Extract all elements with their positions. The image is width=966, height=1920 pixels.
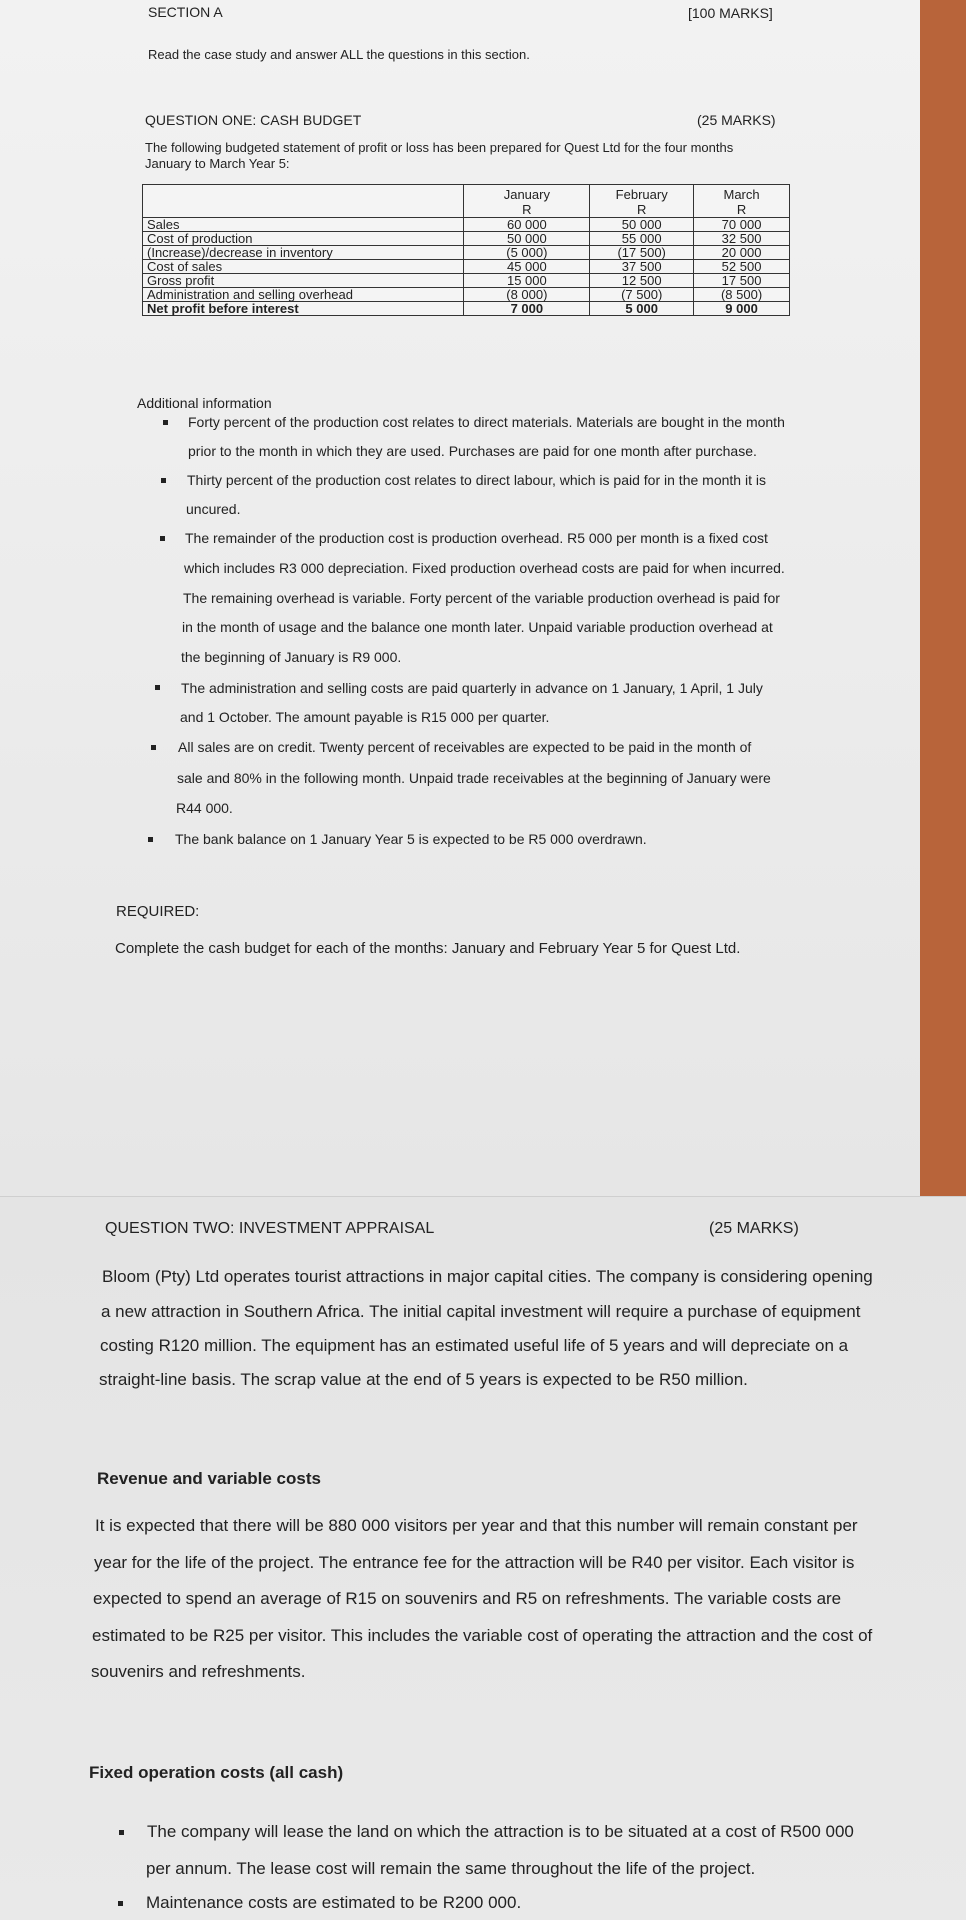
cell-value: 20 000 xyxy=(694,246,790,260)
bullet-icon xyxy=(163,420,168,425)
table-row xyxy=(143,246,790,260)
cell-value: 45 000 xyxy=(464,260,590,274)
required-text: Complete the cash budget for each of the months: January and February Year 5 for Quest Ltd. xyxy=(115,940,741,957)
q2-para1-line-1: Bloom (Pty) Ltd operates tourist attractions in major capital cities. The company is considering opening xyxy=(102,1267,873,1286)
cell-value: 60 000 xyxy=(464,218,590,232)
q2-marks: (25 MARKS) xyxy=(709,1220,799,1237)
profit-loss-table xyxy=(142,184,790,316)
table-row xyxy=(143,288,790,302)
bullet-icon xyxy=(148,837,153,842)
cell-value: 32 500 xyxy=(694,232,790,246)
table-row xyxy=(143,260,790,274)
bullet-1-line-2: prior to the month in which they are used. Purchases are paid for one month after purchase. xyxy=(188,443,757,459)
cell-value: 37 500 xyxy=(590,260,694,274)
q1-intro-line-1: The following budgeted statement of profit or loss has been prepared for Quest Ltd for the four months xyxy=(145,140,734,155)
table-row xyxy=(143,232,790,246)
bullet-icon xyxy=(118,1901,123,1906)
row-label: Cost of production xyxy=(143,232,464,246)
bullet-4-line-2: and 1 October. The amount payable is R15 000 per quarter. xyxy=(180,709,550,725)
cell-value: 7 000 xyxy=(464,302,590,316)
q2-para2-line-2: year for the life of the project. The entrance fee for the attraction will be R40 per visitor. Each visitor is xyxy=(94,1553,855,1572)
bullet-3-line-5: the beginning of January is R9 000. xyxy=(181,649,402,665)
fixed-costs-heading: Fixed operation costs (all cash) xyxy=(89,1763,344,1782)
row-label: (Increase)/decrease in inventory xyxy=(143,246,464,260)
additional-info-heading: Additional information xyxy=(137,395,272,411)
q2-para2-line-3: expected to spend an average of R15 on souvenirs and R5 on refreshments. The variable costs are xyxy=(93,1589,842,1608)
bullet-5-line-2: sale and 80% in the following month. Unpaid trade receivables at the beginning of January were xyxy=(177,770,771,786)
cell-value: 15 000 xyxy=(464,274,590,288)
bullet-6-line-1: The bank balance on 1 January Year 5 is expected to be R5 000 overdrawn. xyxy=(175,831,647,847)
row-label: Net profit before interest xyxy=(143,302,464,316)
cell-value: 50 000 xyxy=(464,232,590,246)
q1-intro-line-2: January to March Year 5: xyxy=(145,156,290,171)
bullet-5-line-3: R44 000. xyxy=(176,800,233,816)
bullet-icon xyxy=(155,685,160,690)
q2-para2-line-1: It is expected that there will be 880 000 visitors per year and that this number will remain constant per xyxy=(95,1516,858,1535)
cell-value: 50 000 xyxy=(590,218,694,232)
bullet-icon xyxy=(160,536,165,541)
cell-value: 9 000 xyxy=(694,302,790,316)
bullet-3-line-4: in the month of usage and the balance one month later. Unpaid variable production overhead at xyxy=(182,619,773,635)
row-label: Administration and selling overhead xyxy=(143,288,464,302)
q2-title: QUESTION TWO: INVESTMENT APPRAISAL xyxy=(105,1220,435,1237)
cell-value: (5 000) xyxy=(464,246,590,260)
cell-value: 17 500 xyxy=(694,274,790,288)
table-header-row xyxy=(143,185,790,218)
table-header-month: January R xyxy=(464,185,590,218)
bullet-icon xyxy=(119,1830,124,1835)
bullet-2-line-1: Thirty percent of the production cost relates to direct labour, which is paid for in the month it is xyxy=(187,472,766,488)
bullet-3-line-2: which includes R3 000 depreciation. Fixed production overhead costs are paid for when incurred. xyxy=(184,560,785,576)
row-label: Gross profit xyxy=(143,274,464,288)
q2-para1-line-4: straight-line basis. The scrap value at the end of 5 years is expected to be R50 million. xyxy=(99,1370,748,1389)
q2-para1-line-2: a new attraction in Southern Africa. The initial capital investment will require a purchase of equipment xyxy=(101,1302,861,1321)
row-label: Sales xyxy=(143,218,464,232)
bullet-2-line-2: uncured. xyxy=(186,501,241,517)
bullet-5-line-1: All sales are on credit. Twenty percent of receivables are expected to be paid in the month of xyxy=(178,739,752,755)
bullet-icon xyxy=(161,478,166,483)
table-row xyxy=(143,274,790,288)
q2-para2-line-5: souvenirs and refreshments. xyxy=(91,1662,306,1681)
q1-marks: (25 MARKS) xyxy=(697,112,776,128)
cell-value: (7 500) xyxy=(590,288,694,302)
table-row xyxy=(143,218,790,232)
bullet-3-line-3: The remaining overhead is variable. Forty percent of the variable production overhead is paid for xyxy=(183,590,780,606)
cell-value: (17 500) xyxy=(590,246,694,260)
bullet-1-line-1: Forty percent of the production cost relates to direct materials. Materials are bought in the month xyxy=(188,414,785,430)
bullet-icon xyxy=(151,745,156,750)
q2-para1-line-3: costing R120 million. The equipment has an estimated useful life of 5 years and will depreciate on a xyxy=(100,1336,849,1355)
bullet-3-line-1: The remainder of the production cost is production overhead. R5 000 per month is a fixed cost xyxy=(185,530,768,546)
revenue-heading: Revenue and variable costs xyxy=(97,1469,321,1488)
table-header-label xyxy=(143,185,464,218)
q2-para2-line-4: estimated to be R25 per visitor. This includes the variable cost of operating the attraction and the cost of xyxy=(92,1626,873,1645)
cell-value: 5 000 xyxy=(590,302,694,316)
q1-title: QUESTION ONE: CASH BUDGET xyxy=(145,112,362,128)
section-instruction: Read the case study and answer ALL the questions in this section. xyxy=(148,47,530,62)
cell-value: 12 500 xyxy=(590,274,694,288)
cell-value: (8 500) xyxy=(694,288,790,302)
section-marks: [100 MARKS] xyxy=(688,5,773,21)
row-label: Cost of sales xyxy=(143,260,464,274)
required-heading: REQUIRED: xyxy=(116,903,200,920)
cell-value: 55 000 xyxy=(590,232,694,246)
cell-value: (8 000) xyxy=(464,288,590,302)
cell-value: 52 500 xyxy=(694,260,790,274)
q2-bullet-1-line-2: per annum. The lease cost will remain the same throughout the life of the project. xyxy=(146,1859,756,1878)
q2-bullet-2-line-1: Maintenance costs are estimated to be R200 000. xyxy=(146,1893,522,1912)
table-header-month: March R xyxy=(694,185,790,218)
table-row-total xyxy=(143,302,790,316)
bullet-4-line-1: The administration and selling costs are paid quarterly in advance on 1 January, 1 April, 1 July xyxy=(181,680,763,696)
table-header-month: February R xyxy=(590,185,694,218)
section-heading: SECTION A xyxy=(148,4,223,20)
cell-value: 70 000 xyxy=(694,218,790,232)
q2-bullet-1-line-1: The company will lease the land on which the attraction is to be situated at a cost of R500 000 xyxy=(147,1822,854,1841)
